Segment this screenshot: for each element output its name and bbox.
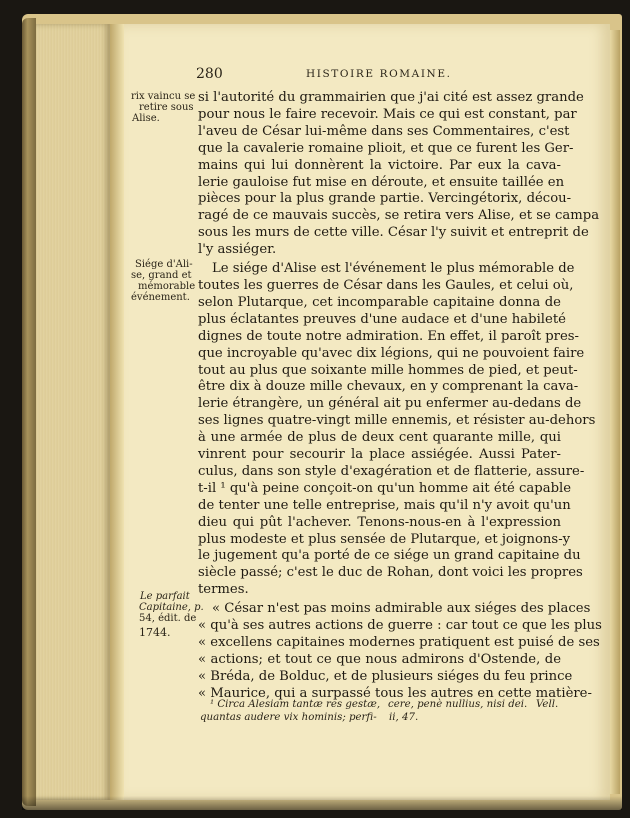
- text-line: dieu qui pût l'achever. Tenons-nous-en à l'expression: [198, 514, 561, 530]
- text-line: siècle passé; c'est le duc de Rohan, dont voici les propres: [198, 565, 583, 581]
- text-line: si l'autorité du grammairien que j'ai cité est assez grande: [198, 90, 584, 105]
- page-number: 280: [196, 66, 223, 82]
- margin-note-line: rix vaincu se: [131, 91, 196, 102]
- text-line: « Bréda, de Bolduc, et de plusieurs siéges du feu prince: [198, 668, 573, 684]
- text-line: pour nous le faire recevoir. Mais ce qui est constant, par: [198, 106, 577, 122]
- text-line: « qu'à ses autres actions de guerre : car tout ce que les plus: [198, 618, 602, 634]
- text-line: pièces pour la plus grande partie. Vercingétorix, décou-: [198, 191, 572, 207]
- footnote-line: ii, 47.: [389, 712, 419, 723]
- text-line: « César n'est pas moins admirable aux siéges des places: [212, 601, 591, 617]
- margin-note-line: se, grand et: [131, 270, 192, 281]
- text-line: l'y assiéger.: [198, 242, 277, 258]
- text-line: l'aveu de César lui-même dans ses Commentaires, c'est: [198, 123, 570, 139]
- margin-note-line: Le parfait: [140, 591, 190, 602]
- text-line: « actions; et tout ce que nous admirons d'Ostende, de: [198, 651, 561, 667]
- margin-note-line: Siége d'Ali-: [135, 259, 193, 270]
- text-line: que la cavalerie romaine plioit, et que ce furent les Ger-: [198, 140, 574, 156]
- text-line: « Maurice, qui a surpassé tous les autres en cette matière-: [198, 685, 592, 701]
- page-edges: [36, 24, 110, 800]
- text-line: ragé de ce mauvais succès, se retira vers Alise, et se campa: [198, 208, 600, 224]
- text-line: dignes de toute notre admiration. En effet, il paroît pres-: [198, 328, 580, 344]
- margin-note-line: Capitaine, p.: [139, 602, 204, 613]
- text-line: toutes les guerres de César dans les Gaules, et celui où,: [198, 278, 574, 293]
- book-spine: [22, 18, 36, 806]
- page-header: [0, 66, 630, 84]
- text-line: que incroyable qu'avec dix légions, qui ne pouvoient faire: [198, 345, 585, 361]
- text-line: sous les murs de cette ville. César l'y suivit et entreprit de: [198, 225, 589, 241]
- footnote-reference: Vell.: [536, 699, 559, 710]
- text-line: lerie étrangère, un général ait pu enfermer au-dedans de: [198, 396, 582, 412]
- text-line: plus éclatantes preuves d'une audace et d'une habileté: [198, 311, 566, 327]
- footnote-line: quantas audere vix hominis; perfi-: [200, 712, 377, 723]
- text-line: être dix à douze mille chevaux, en y comprenant la cava-: [198, 379, 579, 395]
- text-line: Le siége d'Alise est l'événement le plus mémorable de: [212, 261, 575, 277]
- margin-note-line: événement.: [131, 292, 190, 303]
- text-line: vinrent pour secourir la place assiégée. Aussi Pater-: [198, 447, 561, 462]
- margin-note-line: mémorable: [138, 281, 196, 292]
- text-line: ses lignes quatre-vingt mille ennemis, et résister au-dehors: [198, 413, 596, 429]
- footnote-line: cere, penè nullius, nisi dei.: [388, 699, 528, 710]
- text-line: « excellens capitaines modernes pratiquent est puisé de ses: [198, 635, 600, 650]
- text-line: le jugement qu'a porté de ce siége un grand capitaine du: [198, 548, 581, 564]
- page-gutter: [110, 24, 124, 800]
- running-title: HISTOIRE ROMAINE.: [306, 68, 452, 80]
- text-line: plus modeste et plus sensée de Plutarque, et joignons-y: [198, 531, 571, 547]
- footnote-line: ¹ Circa Alesiam tantæ res gestæ,: [210, 699, 381, 710]
- text-line: t-il ¹ qu'à peine conçoit-on qu'un homme ait été capable: [198, 480, 572, 496]
- text-line: selon Plutarque, cet incomparable capitaine donna de: [198, 294, 561, 310]
- margin-note-line: 54, édit. de: [139, 613, 197, 624]
- text-line: termes.: [198, 582, 249, 598]
- text-line: mains qui lui donnèrent la victoire. Par eux la cava-: [198, 157, 561, 173]
- page-right-edge: [610, 30, 620, 794]
- margin-note-line: 1744.: [139, 626, 171, 639]
- margin-note-line: retire sous: [139, 102, 194, 113]
- text-line: de tenter une telle entreprise, mais qu'il n'y avoit qu'un: [198, 497, 571, 513]
- text-line: à une armée de plus de deux cent quarante mille, qui: [198, 430, 561, 446]
- text-line: lerie gauloise fut mise en déroute, et ensuite taillée en: [198, 174, 565, 190]
- text-line: culus, dans son style d'exagération et de flatterie, assure-: [198, 463, 585, 479]
- text-line: tout au plus que soixante mille hommes de pied, et peut-: [198, 362, 578, 378]
- margin-note-line: Alise.: [132, 113, 160, 124]
- page-shadow: [22, 796, 622, 810]
